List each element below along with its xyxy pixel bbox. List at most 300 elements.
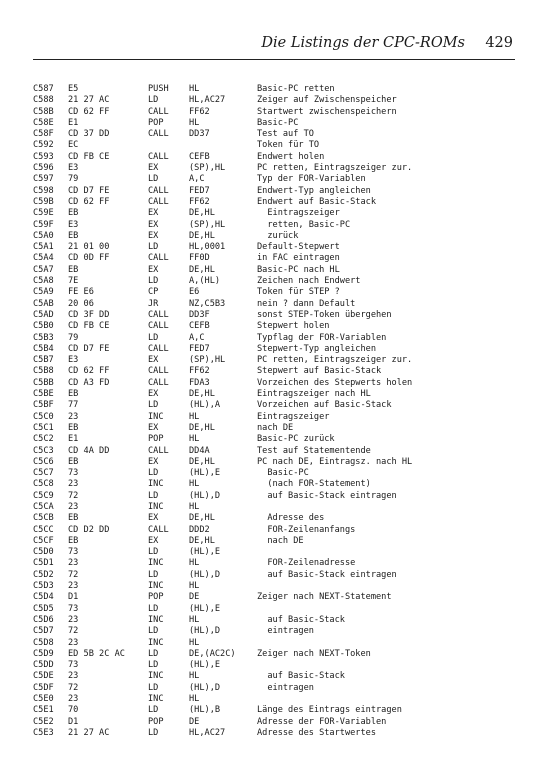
listing-row [33, 253, 523, 264]
operands: NZ,C5B3 [189, 298, 226, 309]
operands: DE,HL [189, 264, 215, 275]
address: C5C1 [33, 422, 54, 433]
listing-row [33, 366, 523, 377]
mnemonic: EX [148, 456, 159, 467]
operands: (SP),HL [189, 355, 226, 366]
comment: Startwert zwischenspeichern [257, 106, 397, 117]
opcode-bytes: 72 [68, 682, 79, 693]
opcode-bytes: E3 [68, 219, 79, 230]
mnemonic: INC [148, 501, 164, 512]
listing-row [33, 558, 523, 569]
comment: FOR-Zeilenadresse [257, 558, 356, 569]
opcode-bytes: CD 0D FF [68, 253, 110, 264]
opcode-bytes: 21 27 AC [68, 95, 110, 106]
listing-row [33, 649, 523, 660]
listing-row [33, 683, 523, 694]
address: C58E [33, 117, 54, 128]
operands: (HL),B [189, 705, 221, 716]
mnemonic: LD [148, 682, 159, 693]
mnemonic: LD [148, 626, 159, 637]
comment: eintragen [257, 682, 314, 693]
operands: FED7 [189, 343, 210, 354]
operands: DE,HL [189, 230, 215, 241]
mnemonic: LD [148, 468, 159, 479]
listing-row [33, 536, 523, 547]
opcode-bytes: 7E [68, 276, 79, 287]
address: C5BE [33, 389, 54, 400]
comment: Eintragszeiger nach HL [257, 389, 371, 400]
opcode-bytes: EB [68, 264, 79, 275]
mnemonic: INC [148, 558, 164, 569]
comment: Zeiger nach NEXT-Token [257, 648, 371, 659]
comment: Zeiger auf Zwischenspeicher [257, 95, 397, 106]
opcode-bytes: 23 [68, 581, 79, 592]
address: C5A8 [33, 276, 54, 287]
comment: Adresse der FOR-Variablen [257, 716, 387, 727]
address: C5B8 [33, 366, 54, 377]
listing-row [33, 310, 523, 321]
address: C5CF [33, 535, 54, 546]
comment: in FAC eintragen [257, 253, 340, 264]
listing-row [33, 400, 523, 411]
operands: HL,AC27 [189, 727, 226, 738]
address: C5D0 [33, 547, 54, 558]
mnemonic: INC [148, 479, 164, 490]
listing-row [33, 592, 523, 603]
address: C587 [33, 84, 54, 94]
mnemonic: LD [148, 332, 159, 343]
listing-row [33, 412, 523, 423]
operands: HL [189, 581, 200, 592]
opcode-bytes: FE E6 [68, 287, 94, 298]
listing-row [33, 457, 523, 468]
mnemonic: EX [148, 219, 159, 230]
listing-row [33, 118, 523, 129]
operands: HL [189, 434, 200, 445]
operands: (HL),D [189, 626, 221, 637]
listing-row [33, 344, 523, 355]
listing-row [33, 129, 523, 140]
operands: HL [189, 479, 200, 490]
address: C5A4 [33, 253, 54, 264]
listing-row [33, 671, 523, 682]
operands: DD4A [189, 445, 210, 456]
listing-row [33, 446, 523, 457]
mnemonic: INC [148, 581, 164, 592]
listing-row [33, 186, 523, 197]
operands: HL,0001 [189, 242, 226, 253]
opcode-bytes: 73 [68, 660, 79, 671]
comment: Basic-PC retten [257, 84, 335, 94]
listing-row [33, 728, 523, 739]
address: C5BF [33, 400, 54, 411]
operands: HL,AC27 [189, 95, 226, 106]
address: C5D9 [33, 648, 54, 659]
comment: Adresse des Startwertes [257, 727, 376, 738]
mnemonic: PUSH [148, 84, 169, 94]
mnemonic: CALL [148, 321, 169, 332]
comment: Stepwert holen [257, 321, 330, 332]
opcode-bytes: 73 [68, 547, 79, 558]
listing-row [33, 570, 523, 581]
listing-row [33, 502, 523, 513]
address: C59F [33, 219, 54, 230]
mnemonic: LD [148, 174, 159, 185]
mnemonic: EX [148, 535, 159, 546]
mnemonic: EX [148, 264, 159, 275]
mnemonic: EX [148, 355, 159, 366]
operands: FDA3 [189, 377, 210, 388]
address: C5A0 [33, 230, 54, 241]
listing-row [33, 265, 523, 276]
operands: FF62 [189, 366, 210, 377]
opcode-bytes: 23 [68, 694, 79, 705]
mnemonic: CALL [148, 129, 169, 140]
address: C5B0 [33, 321, 54, 332]
listing-row [33, 468, 523, 479]
opcode-bytes: EB [68, 422, 79, 433]
listing-row [33, 321, 523, 332]
address: C596 [33, 163, 54, 174]
address: C5E1 [33, 705, 54, 716]
opcode-bytes: E1 [68, 117, 79, 128]
operands: A,C [189, 332, 205, 343]
address: C5C6 [33, 456, 54, 467]
operands: DD3F [189, 309, 210, 320]
comment: Zeiger nach NEXT-Statement [257, 592, 392, 603]
comment: nein ? dann Default [257, 298, 356, 309]
opcode-bytes: CD 37 DD [68, 129, 110, 140]
listing-row [33, 152, 523, 163]
opcode-bytes: CD D7 FE [68, 185, 110, 196]
listing-row [33, 513, 523, 524]
address: C593 [33, 151, 54, 162]
opcode-bytes: CD A3 FD [68, 377, 110, 388]
opcode-bytes: CD FB CE [68, 151, 110, 162]
listing-row [33, 694, 523, 705]
listing-row [33, 389, 523, 400]
mnemonic: CALL [148, 151, 169, 162]
operands: DE,HL [189, 456, 215, 467]
mnemonic: CALL [148, 377, 169, 388]
address: C5CC [33, 524, 54, 535]
operands: CEFB [189, 321, 210, 332]
operands: (SP),HL [189, 219, 226, 230]
opcode-bytes: CD 4A DD [68, 445, 110, 456]
opcode-bytes: 72 [68, 626, 79, 637]
address: C5D5 [33, 603, 54, 614]
listing-row [33, 547, 523, 558]
listing-row [33, 660, 523, 671]
listing-row [33, 717, 523, 728]
address: C59B [33, 196, 54, 207]
mnemonic: EX [148, 163, 159, 174]
comment: Zeichen nach Endwert [257, 276, 361, 287]
operands: HL [189, 117, 200, 128]
comment: eintragen [257, 626, 314, 637]
comment: Token für TO [257, 140, 320, 151]
comment: Adresse des [257, 513, 325, 524]
comment: Typflag der FOR-Variablen [257, 332, 387, 343]
comment: Token für STEP ? [257, 287, 340, 298]
mnemonic: POP [148, 117, 164, 128]
operands: FF62 [189, 196, 210, 207]
listing-row [33, 287, 523, 298]
opcode-bytes: CD D2 DD [68, 524, 110, 535]
opcode-bytes: CD 62 FF [68, 196, 110, 207]
comment: Test auf TO [257, 129, 314, 140]
comment: Vorzeichen auf Basic-Stack [257, 400, 392, 411]
opcode-bytes: 73 [68, 468, 79, 479]
mnemonic: LD [148, 569, 159, 580]
address: C5DE [33, 671, 54, 682]
operands: FF62 [189, 106, 210, 117]
comment: PC nach DE, Eintragsz. nach HL [257, 456, 413, 467]
opcode-bytes: E3 [68, 163, 79, 174]
comment: PC retten, Eintragszeiger zur. [257, 355, 413, 366]
address: C58F [33, 129, 54, 140]
opcode-bytes: CD 62 FF [68, 106, 110, 117]
listing-row [33, 174, 523, 185]
operands: HL [189, 84, 200, 94]
mnemonic: POP [148, 434, 164, 445]
mnemonic: LD [148, 490, 159, 501]
listing-row [33, 434, 523, 445]
comment: PC retten, Eintragszeiger zur. [257, 163, 413, 174]
operands: DD37 [189, 129, 210, 140]
mnemonic: CALL [148, 524, 169, 535]
opcode-bytes: ED 5B 2C AC [68, 648, 125, 659]
mnemonic: CALL [148, 445, 169, 456]
comment: nach DE [257, 422, 294, 433]
comment: retten, Basic-PC [257, 219, 351, 230]
opcode-bytes: 20 06 [68, 298, 94, 309]
mnemonic: INC [148, 411, 164, 422]
comment: zurück [257, 230, 299, 241]
mnemonic: CALL [148, 253, 169, 264]
mnemonic: EX [148, 389, 159, 400]
operands: DE,HL [189, 422, 215, 433]
address: C5C9 [33, 490, 54, 501]
comment: Länge des Eintrags eintragen [257, 705, 402, 716]
address: C5E0 [33, 694, 54, 705]
mnemonic: LD [148, 400, 159, 411]
opcode-bytes: 23 [68, 671, 79, 682]
operands: FF0D [189, 253, 210, 264]
address: C5D8 [33, 637, 54, 648]
opcode-bytes: EB [68, 230, 79, 241]
mnemonic: POP [148, 716, 164, 727]
address: C5AB [33, 298, 54, 309]
mnemonic: INC [148, 671, 164, 682]
operands: HL [189, 558, 200, 569]
comment: FOR-Zeilenanfangs [257, 524, 356, 535]
mnemonic: INC [148, 694, 164, 705]
address: C5A9 [33, 287, 54, 298]
operands: A,(HL) [189, 276, 221, 287]
address: C59E [33, 208, 54, 219]
address: C5D6 [33, 614, 54, 625]
mnemonic: LD [148, 660, 159, 671]
opcode-bytes: 72 [68, 569, 79, 580]
page-number: 429 [485, 35, 513, 51]
operands: DE [189, 592, 200, 603]
mnemonic: CALL [148, 106, 169, 117]
opcode-bytes: CD D7 FE [68, 343, 110, 354]
mnemonic: CALL [148, 185, 169, 196]
mnemonic: CALL [148, 196, 169, 207]
comment: Typ der FOR-Variablen [257, 174, 366, 185]
listing-row [33, 604, 523, 615]
operands: (HL),E [189, 547, 221, 558]
operands: DE,HL [189, 389, 215, 400]
address: C5D2 [33, 569, 54, 580]
comment: Vorzeichen des Stepwerts holen [257, 377, 413, 388]
opcode-bytes: 23 [68, 411, 79, 422]
comment: Basic-PC [257, 117, 299, 128]
address: C5BB [33, 377, 54, 388]
mnemonic: LD [148, 705, 159, 716]
comment: Basic-PC zurück [257, 434, 335, 445]
address: C5CB [33, 513, 54, 524]
address: C5AD [33, 309, 54, 320]
operands: HL [189, 694, 200, 705]
comment: sonst STEP-Token übergehen [257, 309, 392, 320]
operands: HL [189, 671, 200, 682]
address: C588 [33, 95, 54, 106]
mnemonic: LD [148, 727, 159, 738]
listing-row [33, 95, 523, 106]
comment: auf Basic-Stack [257, 671, 345, 682]
address: C5B4 [33, 343, 54, 354]
listing-row [33, 276, 523, 287]
opcode-bytes: 77 [68, 400, 79, 411]
opcode-bytes: E1 [68, 434, 79, 445]
address: C5A7 [33, 264, 54, 275]
opcode-bytes: E5 [68, 84, 79, 94]
operands: DDD2 [189, 524, 210, 535]
address: C58B [33, 106, 54, 117]
listing-row [33, 299, 523, 310]
mnemonic: EX [148, 208, 159, 219]
mnemonic: LD [148, 547, 159, 558]
address: C5B3 [33, 332, 54, 343]
address: C5D3 [33, 581, 54, 592]
comment: Basic-PC nach HL [257, 264, 340, 275]
address: C598 [33, 185, 54, 196]
listing-row [33, 107, 523, 118]
listing-row [33, 197, 523, 208]
listing-row [33, 491, 523, 502]
address: C597 [33, 174, 54, 185]
comment: Stepwert-Typ angleichen [257, 343, 376, 354]
address: C5C8 [33, 479, 54, 490]
mnemonic: EX [148, 230, 159, 241]
comment: Test auf Statementende [257, 445, 371, 456]
running-title: Die Listings der CPC-ROMs [261, 35, 465, 51]
comment: Basic-PC [257, 468, 309, 479]
opcode-bytes: 23 [68, 501, 79, 512]
address: C5DF [33, 682, 54, 693]
mnemonic: POP [148, 592, 164, 603]
operands: HL [189, 614, 200, 625]
comment: Endwert auf Basic-Stack [257, 196, 376, 207]
opcode-bytes: 23 [68, 479, 79, 490]
opcode-bytes: 79 [68, 332, 79, 343]
opcode-bytes: EB [68, 456, 79, 467]
comment: auf Basic-Stack [257, 614, 345, 625]
address: C5E3 [33, 727, 54, 738]
address: C5B7 [33, 355, 54, 366]
address: C5E2 [33, 716, 54, 727]
opcode-bytes: CD 3F DD [68, 309, 110, 320]
mnemonic: LD [148, 242, 159, 253]
opcode-bytes: 23 [68, 558, 79, 569]
opcode-bytes: 70 [68, 705, 79, 716]
listing-row [33, 208, 523, 219]
listing-row [33, 479, 523, 490]
listing-row [33, 615, 523, 626]
operands: E6 [189, 287, 200, 298]
opcode-bytes: 79 [68, 174, 79, 185]
opcode-bytes: 72 [68, 490, 79, 501]
operands: (SP),HL [189, 163, 226, 174]
operands: (HL),D [189, 569, 221, 580]
operands: DE,HL [189, 513, 215, 524]
comment: nach DE [257, 535, 304, 546]
opcode-bytes: EB [68, 389, 79, 400]
mnemonic: JR [148, 298, 159, 309]
address: C5D7 [33, 626, 54, 637]
opcode-bytes: 23 [68, 614, 79, 625]
opcode-bytes: EB [68, 535, 79, 546]
listing-row [33, 638, 523, 649]
operands: (HL),A [189, 400, 221, 411]
opcode-bytes: 21 27 AC [68, 727, 110, 738]
opcode-bytes: E3 [68, 355, 79, 366]
operands: (HL),D [189, 490, 221, 501]
opcode-bytes: 21 01 00 [68, 242, 110, 253]
assembly-listing [33, 84, 523, 739]
listing-row [33, 163, 523, 174]
opcode-bytes: EC [68, 140, 79, 151]
listing-row [33, 84, 523, 95]
operands: HL [189, 637, 200, 648]
mnemonic: INC [148, 614, 164, 625]
listing-row [33, 140, 523, 151]
operands: HL [189, 501, 200, 512]
comment: auf Basic-Stack eintragen [257, 569, 397, 580]
operands: A,C [189, 174, 205, 185]
address: C592 [33, 140, 54, 151]
operands: (HL),E [189, 660, 221, 671]
listing-row [33, 378, 523, 389]
mnemonic: LD [148, 95, 159, 106]
mnemonic: CALL [148, 309, 169, 320]
mnemonic: EX [148, 513, 159, 524]
opcode-bytes: D1 [68, 592, 79, 603]
listing-row [33, 525, 523, 536]
address: C5C7 [33, 468, 54, 479]
address: C5D1 [33, 558, 54, 569]
mnemonic: LD [148, 603, 159, 614]
listing-row [33, 242, 523, 253]
opcode-bytes: CD FB CE [68, 321, 110, 332]
comment: Default-Stepwert [257, 242, 340, 253]
address: C5C3 [33, 445, 54, 456]
page-header [0, 35, 537, 55]
listing-row [33, 231, 523, 242]
